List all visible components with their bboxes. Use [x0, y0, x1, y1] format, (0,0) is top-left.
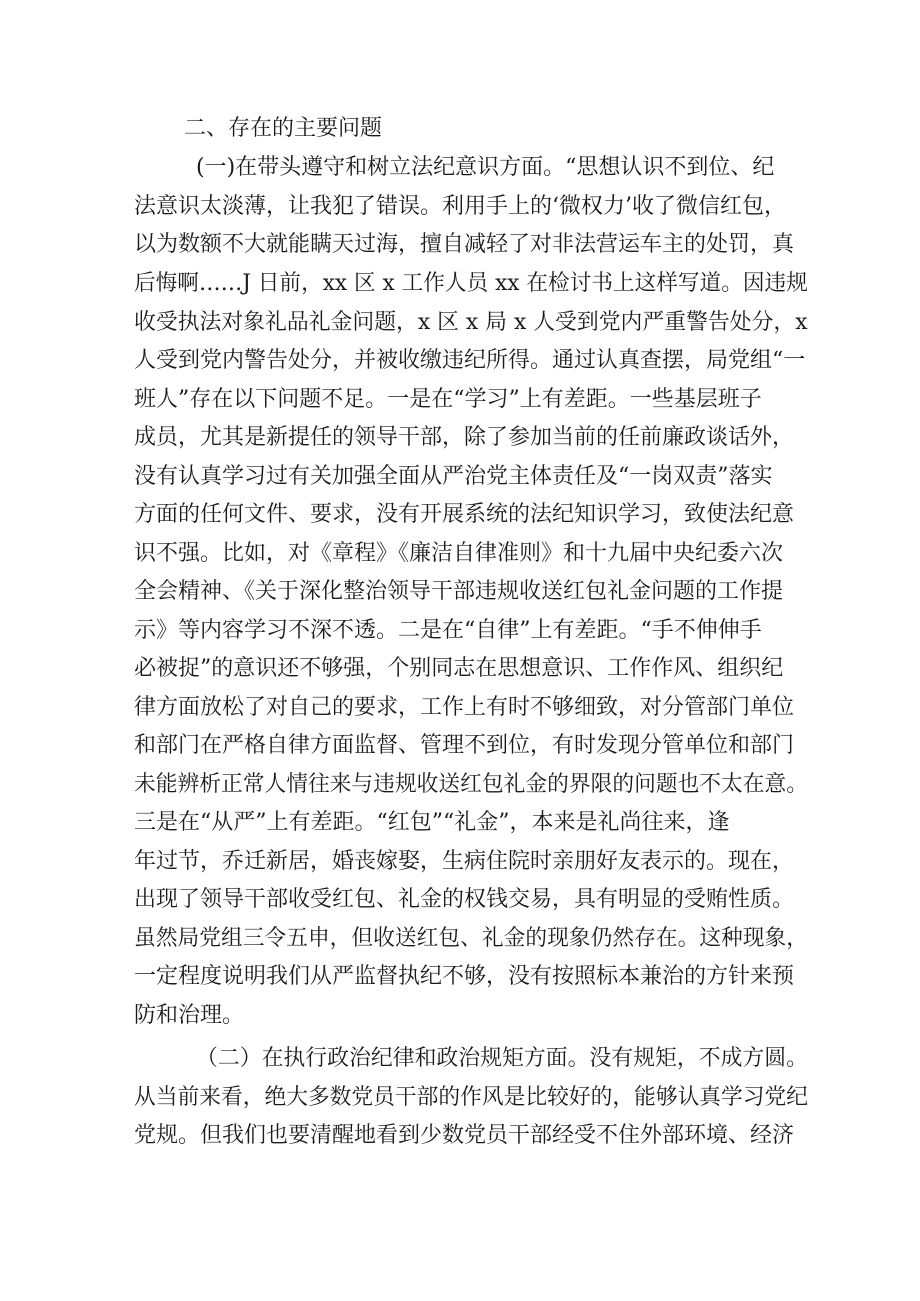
paragraph-line: 没有认真学习过有关加强全面从严治党主体责任及“一岗双责”落实 [134, 464, 773, 489]
paragraph-line: (一)在带头遵守和树立法纪意识方面。“思想认识不到位、纪 [196, 155, 775, 180]
paragraph-line: 年过节，乔迁新居，婚丧嫁娶，生病住院时亲朋好友表示的。现在， [134, 849, 795, 874]
paragraph-line: （二）在执行政治纪律和政治规矩方面。没有规矩，不成方圆。 [196, 1046, 809, 1071]
paragraph-line: 和部门在严格自律方面监督、管理不到位，有时发现分管单位和部门 [134, 733, 795, 758]
section-heading: 二、存在的主要问题 [184, 116, 383, 141]
paragraph-line: 班人”存在以下问题不足。一是在“学习”上有差距。一些基层班子 [134, 387, 762, 412]
paragraph-line: 方面的任何文件、要求，没有开展系统的法纪知识学习，致使法纪意 [134, 502, 795, 527]
paragraph-line: 识不强。比如，对《章程》《廉洁自律准则》和十九届中央纪委六次 [134, 541, 784, 566]
paragraph-line: 党规。但我们也要清醒地看到少数党员干部经受不住外部环境、经济 [134, 1123, 795, 1148]
paragraph-line: 人受到党内警告处分，并被收缴违纪所得。通过认真查摆，局党组“一 [134, 348, 806, 373]
paragraph-line: 法意识太淡薄，让我犯了错误。利用手上的‘微权力’收了微信红包， [134, 194, 786, 219]
paragraph-line: 成员，尤其是新提任的领导干部，除了参加当前的任前廉政谈话外， [134, 425, 795, 450]
paragraph-line: 以为数额不大就能瞒天过海，擅自减轻了对非法营运车主的处罚，真 [134, 232, 795, 257]
paragraph-line: 防和治理。 [134, 1003, 245, 1028]
paragraph-line: 一定程度说明我们从严监督执纪不够，没有按照标本兼治的方针来预 [134, 964, 795, 989]
paragraph-line: 收受执法对象礼品礼金问题，x 区 x 局 x 人受到党内严重警告处分，x [134, 310, 808, 335]
paragraph-line: 必被捉”的意识还不够强，个别同志在思想意识、工作作风、组织纪 [134, 656, 784, 681]
paragraph-line: 律方面放松了对自己的要求，工作上有时不够细致，对分管部门单位 [134, 695, 795, 720]
paragraph-line: 示》等内容学习不深不透。二是在“自律”上有差距。“手不伸伸手 [134, 618, 762, 643]
paragraph-line: 三是在“从严”上有差距。“红包”“礼金”，本来是礼尚往来，逢 [134, 810, 730, 835]
paragraph-line: 从当前来看，绝大多数党员干部的作风是比较好的，能够认真学习党纪 [134, 1085, 809, 1110]
paragraph-line: 全会精神、《关于深化整治领导干部违规收送红包礼金问题的工作提 [134, 579, 784, 604]
paragraph-line: 出现了领导干部收受红包、礼金的权钱交易，具有明显的受贿性质。 [134, 887, 795, 912]
paragraph-line: 虽然局党组三令五申，但收送红包、礼金的现象仍然存在。这种现象， [134, 926, 809, 951]
paragraph-line: 未能辨析正常人情往来与违规收送红包礼金的界限的问题也不太在意。 [134, 772, 809, 797]
paragraph-line: 后悔啊……J 日前，xx 区 x 工作人员 xx 在检讨书上这样写道。因违规 [134, 271, 808, 296]
